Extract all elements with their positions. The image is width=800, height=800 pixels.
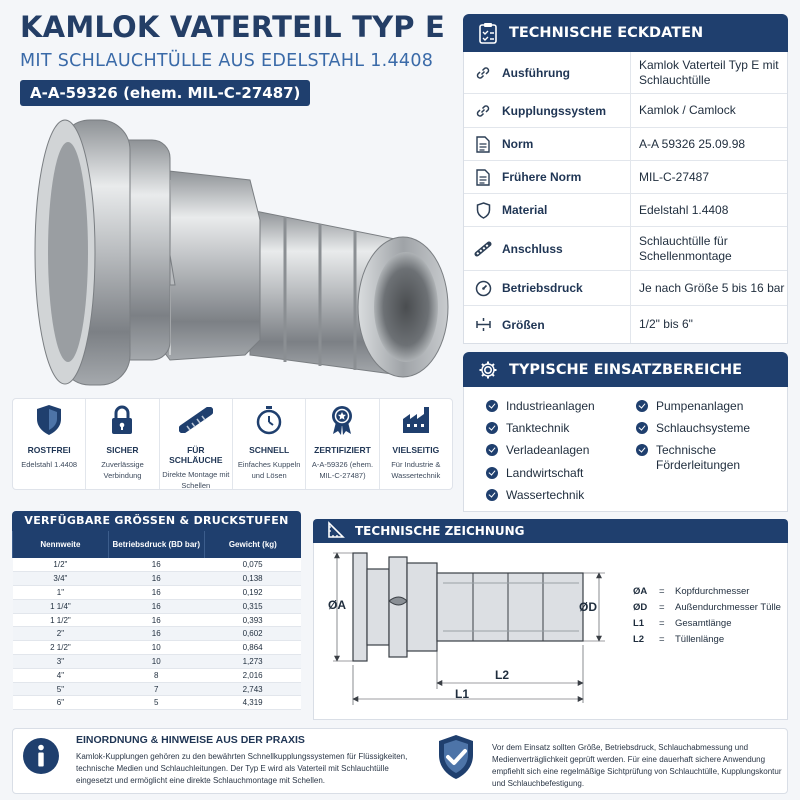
spec-value: Kamlok / Camlock (630, 94, 787, 127)
clipboard-icon (477, 22, 499, 44)
dim-label-a: ØA (328, 598, 346, 612)
use-item: Pumpenanlagen (636, 399, 743, 414)
use-item: Technische Förderleitungen (636, 443, 766, 473)
table-row: 1 1/4" 16 0,315 (13, 599, 302, 613)
feature-schnell: SCHNELL Einfaches Kuppeln und Lösen (232, 399, 305, 489)
spec-value: Edelstahl 1.4408 (630, 194, 787, 226)
standard-badge: A-A-59326 (ehem. MIL-C-27487) (20, 80, 310, 106)
info-icon (22, 737, 60, 775)
factory-icon (380, 403, 452, 437)
feature-schlaeuche: FÜR SCHLÄUCHE Direkte Montage mit Schellen (159, 399, 232, 489)
table-row: 1/2" 16 0,075 (13, 558, 302, 572)
info-text-left: Kamlok-Kupplungen gehören zu den bewährten Schnellkupplungssystemen für Flüssigkeiten, technische Medien und Schlauchleitungen. Der Typ E wird als Vaterteil mit Schlauchtülle eingesetzt und ermöglicht eine direkte Schlauchmontage mit Schellen. (76, 752, 408, 785)
spec-row (464, 161, 787, 194)
specs-header (463, 14, 788, 52)
uses-header (463, 352, 788, 387)
feature-sicher: SICHER Zuverlässige Verbindung (85, 399, 158, 489)
spec-value: Kamlok Vaterteil Typ E mit Schlauchtülle (630, 52, 787, 93)
spec-row (464, 52, 787, 94)
col-betriebsdruck: Betriebsdruck (BD bar) (108, 531, 204, 558)
col-nennweite: Nennweite (13, 531, 109, 558)
feature-vielseitig: VIELSEITIG Für Industrie & Wassertechnik (379, 399, 452, 489)
stopwatch-icon (233, 403, 305, 437)
check-icon (636, 444, 648, 456)
sizes-title: VERFÜGBARE GRÖSSEN & DRUCKSTUFEN (12, 511, 301, 531)
spec-row (464, 227, 787, 271)
spec-value: A-A 59326 25.09.98 (630, 128, 787, 160)
sizes-table (12, 531, 301, 710)
table-row: 6" 5 4,319 (13, 696, 302, 710)
technical-drawing (313, 543, 633, 720)
legend-row: ØD = Außendurchmesser Tülle (633, 602, 781, 613)
check-icon (486, 422, 498, 434)
use-item: Verladeanlagen (486, 443, 589, 458)
spec-key: Material (502, 203, 548, 217)
check-icon (486, 444, 498, 456)
spec-value: MIL-C-27487 (630, 161, 787, 193)
spec-key: Kupplungssystem (502, 103, 607, 118)
certificate-icon (306, 403, 378, 437)
use-item: Landwirtschaft (486, 466, 583, 481)
spec-key: Ausführung (502, 65, 570, 80)
check-icon (636, 422, 648, 434)
table-row: 2 1/2" 10 0,864 (13, 641, 302, 655)
feature-strip (12, 398, 453, 490)
col-gewicht: Gewicht (kg) (204, 531, 301, 558)
spec-key: Größen (502, 317, 545, 332)
shield-check-icon (436, 733, 476, 781)
spec-value: Schlauchtülle für Schellenmontage (630, 227, 787, 270)
legend-row: L2 = Tüllenlänge (633, 634, 725, 645)
spec-row (464, 306, 787, 343)
shield-icon (464, 202, 502, 219)
spec-key: Norm (502, 137, 534, 151)
table-row: 1" 16 0,192 (13, 586, 302, 600)
hose-icon (160, 403, 232, 437)
spec-key: Betriebsdruck (502, 281, 583, 295)
info-text-right: Vor dem Einsatz sollten Größe, Betriebsdruck, Schlauchabmessung und Medienverträglichkeit geprüft werden. Für eine dauerhaft sichere Anwendung empfiehlt sich eine regelmäßige Sichtprüfung von Schlauchtülle, Kupplungskontur und Schlauchbefestigung. (492, 743, 782, 788)
use-item: Industrieanlagen (486, 399, 595, 414)
spec-value: Je nach Größe 5 bis 16 bar (630, 271, 787, 305)
dim-label-l1: L1 (455, 687, 470, 701)
gauge-icon (464, 280, 502, 297)
spec-row (464, 128, 787, 161)
feature-zertifiziert: ZERTIFIZIERT A-A-59326 (ehem. MIL-C-27487) (305, 399, 378, 489)
check-icon (486, 467, 498, 479)
table-row: 3/4" 16 0,138 (13, 572, 302, 586)
size-icon (464, 317, 502, 332)
check-icon (636, 400, 648, 412)
spec-row (464, 194, 787, 227)
hose-icon (464, 241, 502, 257)
check-icon (486, 489, 498, 501)
drawing-header (313, 519, 788, 543)
spec-value: 1/2" bis 6" (630, 306, 787, 343)
shield-icon (13, 403, 85, 437)
spec-row (464, 271, 787, 306)
table-row: 4" 8 2,016 (13, 668, 302, 682)
specs-title: TECHNISCHE ECKDATEN (509, 25, 704, 41)
drawing-title: TECHNISCHE ZEICHNUNG (355, 524, 525, 538)
ruler-icon (327, 521, 345, 542)
link-icon (464, 103, 502, 119)
use-item: Tanktechnik (486, 421, 569, 436)
use-item: Wassertechnik (486, 488, 584, 503)
table-row: 3" 10 1,273 (13, 655, 302, 669)
table-row: 1 1/2" 16 0,393 (13, 613, 302, 627)
lock-icon (86, 403, 158, 437)
legend-row: L1 = Gesamtlänge (633, 618, 732, 629)
link-icon (464, 65, 502, 81)
document-icon (464, 136, 502, 153)
product-image (20, 110, 450, 395)
feature-rostfrei: ROSTFREI Edelstahl 1.4408 (13, 399, 85, 489)
info-title: EINORDNUNG & HINWEISE AUS DER PRAXIS (76, 734, 305, 746)
dim-label-d: ØD (579, 600, 597, 614)
table-row: 5" 7 2,743 (13, 682, 302, 696)
legend-row: ØA = Kopfdurchmesser (633, 586, 750, 597)
dim-label-l2: L2 (495, 668, 510, 682)
page-title: KAMLOK VATERTEIL TYP E (20, 10, 446, 44)
document-icon (464, 169, 502, 186)
use-item: Schlauchsysteme (636, 421, 750, 436)
uses-title: TYPISCHE EINSATZBEREICHE (509, 361, 743, 378)
spec-row (464, 94, 787, 128)
spec-key: Frühere Norm (502, 170, 582, 184)
check-icon (486, 400, 498, 412)
spec-key: Anschluss (502, 241, 563, 256)
page-subtitle: MIT SCHLAUCHTÜLLE AUS EDELSTAHL 1.4408 (20, 51, 434, 71)
specs-panel (463, 52, 788, 344)
gear-icon (477, 359, 499, 381)
table-row: 2" 16 0,602 (13, 627, 302, 641)
